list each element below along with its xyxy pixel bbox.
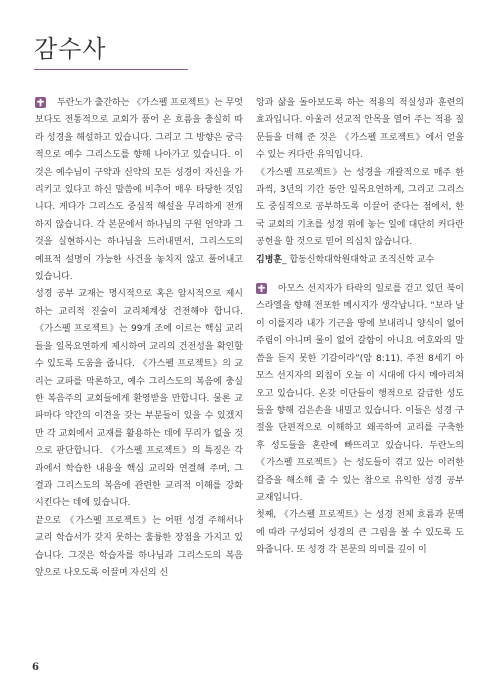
signature-1 (256, 252, 464, 269)
cross-book-icon (35, 97, 46, 108)
right-paragraph-3: 아모스 선지자가 타락의 일로를 걷고 있던 북이스라엘을 향해 전포한 메시지가 생각납니다. “보라 날이 이를지라 내가 기근을 땅에 보내리니 양식이 없어 주림이 아니며 물이 없어 갈함이 아니요 여호와의 말씀을 듣지 못한 기갈이라”(암 8:11). 주전 8세기 아모스 선지자의 외침이 오늘 이 시대에 다시 메아리쳐 오고 있습니다. 온갖 이단들이 행적으로 갈급한 성도들을 향해 검은손을 내밀고 있습니다. 이들은 성경 구절을 단편적으로 이해하고 왜곡하여 교리를 구축한 후 성도들을 혼란에 빠뜨리고 있습니다. 두란노의 《가스펠 프로젝트》는 성도들이 겪고 있는 이러한 갈증을 해소해 줄 수 있는 참으로 유익한 성경 공부 교재입니다. (256, 284, 464, 503)
left-paragraph-3: 끝으로 《가스펠 프로젝트》는 어떤 성경 주해서나 교리 학습서가 갖지 못하는 훌륭한 장점을 가지고 있습니다. 그것은 학습자를 하나님과 그리스도의 복음 앞으로 나오도록 이끌며 자신의 신 (35, 515, 243, 578)
left-paragraph-2: 성경 공부 교재는 명시적으로 혹은 암시적으로 제시하는 교리적 진술이 교리체계상 건전해야 합니다. 《가스펠 프로젝트》는 99개 조에 이르는 핵심 교리들을 일목요연하게 제시하여 교리의 건전성을 확인할 수 있도록 도움을 줍니다. 《가스펠 프로젝트》의 교리는 교파를 막론하고, 예수 그리스도의 복음에 충실한 복음주의 교회들에게 환영받을 만합니다. 물론 교파마다 약간의 이견을 갖는 부분들이 있을 수 있겠지만 각 교회에서 교재를 활용하는 데에 무리가 없을 것으로 판단합니다. 《가스펠 프로젝트》의 특징은 각 과에서 학습한 내용을 핵심 교리와 연결해 주며, 그 결과 그리스도의 복음에 관련한 교리적 이해를 강화시킨다는 데에 있습니다. (35, 289, 243, 509)
signature-name: 김병훈 (256, 254, 283, 265)
left-column (35, 95, 243, 582)
signature-role: _ 합동신학대학원대학교 조직신학 교수 (282, 254, 435, 265)
page-number: 6 (32, 662, 39, 673)
page-title: 감수사 (34, 35, 107, 63)
right-paragraph-1: 앙과 삶을 돌아보도록 하는 적용의 적실성과 훈련의 효과입니다. 아울러 선교적 안목을 열어 주는 적용 질문들을 더해 준 것은 《가스펠 프로젝트》에서 얻을 수 있는 커다란 유익입니다. (256, 98, 464, 161)
cross-book-icon (256, 283, 267, 294)
right-paragraph-4: 첫째, 《가스펠 프로젝트》는 성경 전체 흐름과 문맥에 따라 구성되어 성경의 큰 그림을 볼 수 있도록 도와줍니다. 또 성경 각 본문의 의미를 깊이 이 (256, 510, 464, 556)
right-paragraph-2: 《가스펠 프로젝트》는 성경을 개괄적으로 매주 한 과씩, 3년의 기간 동안 일목요연하게, 그리고 그리스도 중심적으로 공부하도록 이끌어 준다는 점에서, 한국 교회의 기초를 성경 위에 놓는 일에 대단히 커다란 공헌을 할 것으로 믿어 의심치 않습니다. (256, 167, 464, 248)
title-underline (34, 69, 188, 70)
left-paragraph-1: 두란노가 출간하는 《가스펠 프로젝트》는 무엇보다도 전통적으로 교회가 품어 온 흐름을 충실히 따라 성경을 해설하고 있습니다. 그리고 그 방향은 궁극적으로 예수 그리스도를 향해 나아가고 있습니다. 이것은 예수님이 구약과 신약의 모든 성경이 자신을 가리키고 있다고 하신 말씀에 비추어 매우 타당한 것입니다. 게다가 그리스도 중심적 해설을 무리하게 전개하지 않습니다. 각 본문에서 하나님의 구원 언약과 그것을 실현하시는 하나님을 드러내면서, 그리스도의 예표적 설명이 가능한 사건을 놓치지 않고 풀어내고 있습니다. (35, 98, 243, 283)
right-column (256, 95, 464, 560)
